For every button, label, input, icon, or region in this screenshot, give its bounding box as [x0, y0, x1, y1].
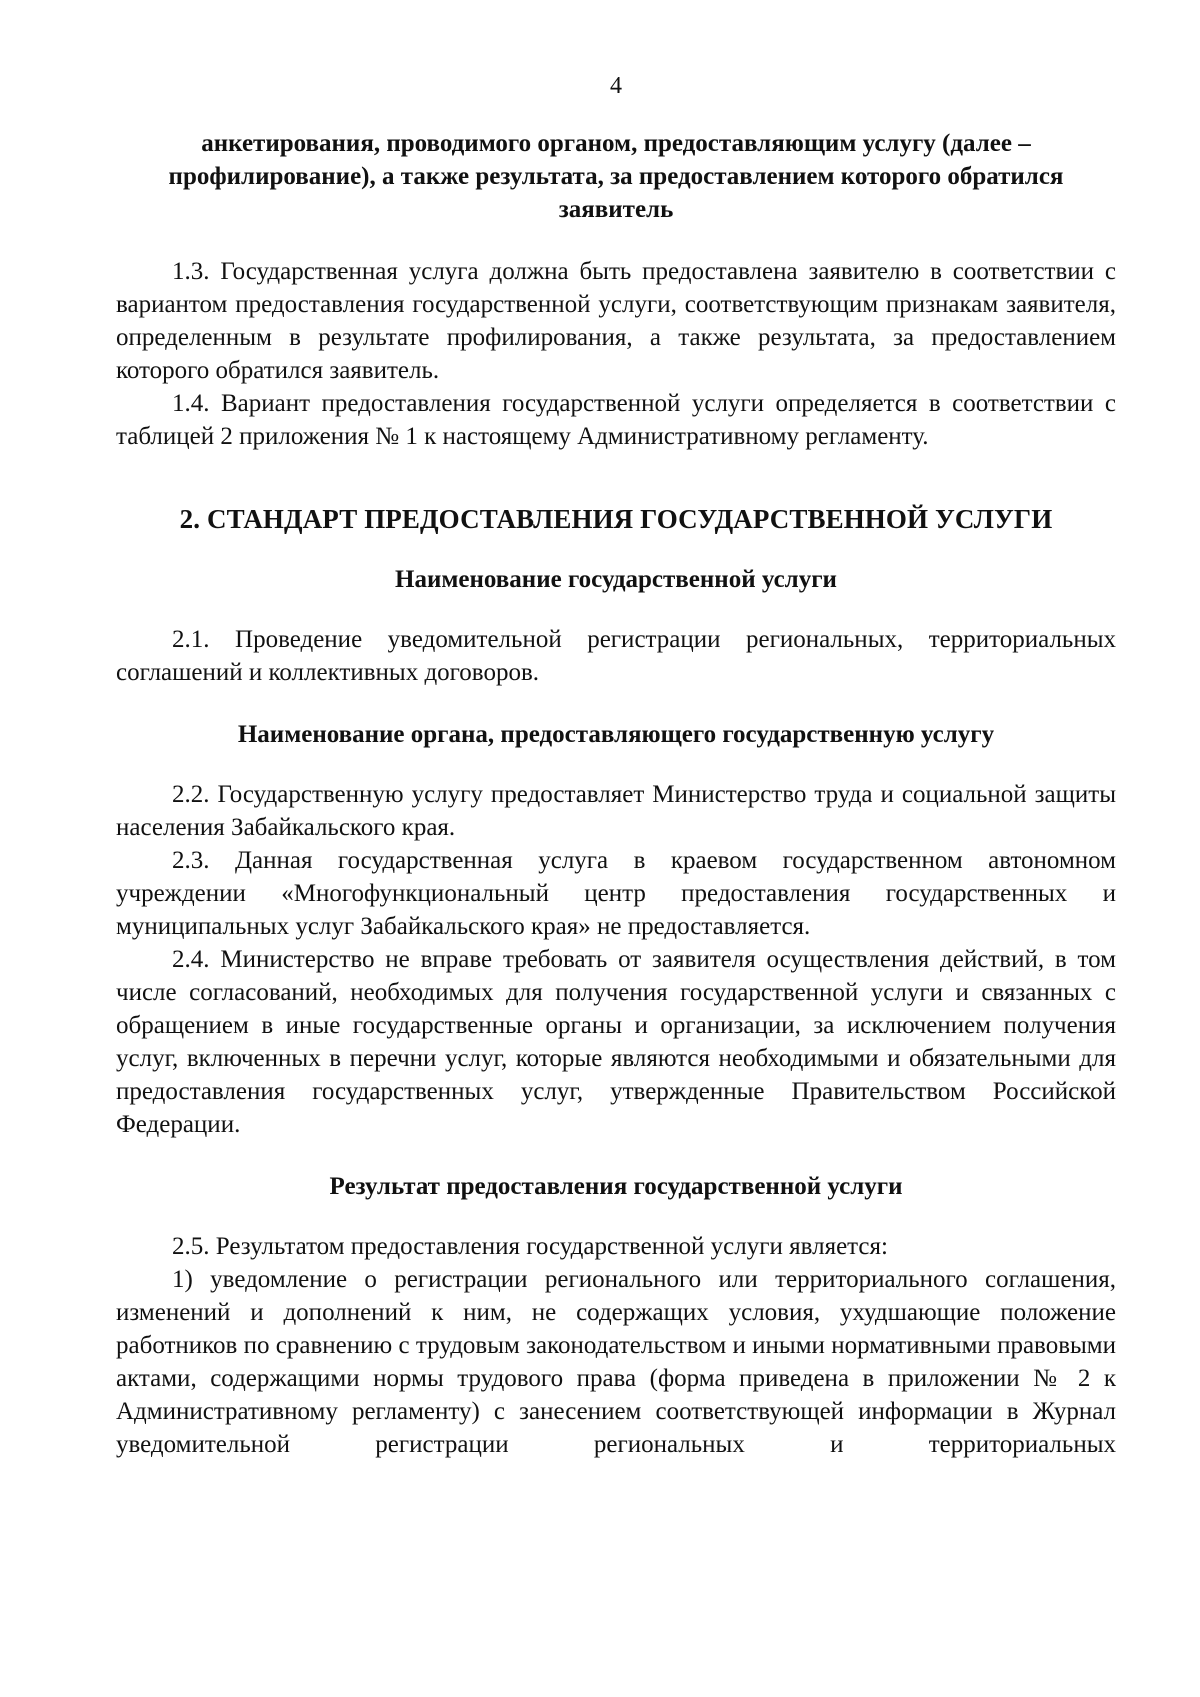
- paragraph-1-4: 1.4. Вариант предоставления государственной услуги определяется в соответствии с таблицей 2 приложения № 1 к настоящему Административному регламенту.: [116, 390, 1116, 450]
- heading-body-name: Наименование органа, предоставляющего государственную услугу: [237, 721, 995, 748]
- heading-result: Результат предоставления государственной услуги: [329, 1173, 903, 1200]
- paragraph-2-3: 2.3. Данная государственная услуга в краевом государственном автономном учреждении «Многофункциональный центр предоставления государственных и муниципальных услуг Забайкальского края» не предоставляется.: [116, 847, 1116, 940]
- heading-service-name: Наименование государственной услуги: [395, 566, 837, 593]
- paragraph-2-2: 2.2. Государственную услугу предоставляет Министерство труда и социальной защиты населения Забайкальского края.: [116, 781, 1116, 841]
- page-number: 4: [610, 73, 622, 99]
- paragraph-2-5: 2.5. Результатом предоставления государственной услуги является:: [172, 1233, 888, 1260]
- section-2-title: 2. СТАНДАРТ ПРЕДОСТАВЛЕНИЯ ГОСУДАРСТВЕННОЙ УСЛУГИ: [179, 504, 1053, 534]
- paragraph-1-3: 1.3. Государственная услуга должна быть предоставлена заявителю в соответствии с вариантом предоставления государственной услуги, соответствующим признакам заявителя, определенным в результате профилирования, а также результата, за предоставлением которого обратился заявитель.: [116, 258, 1116, 384]
- paragraph-2-1: 2.1. Проведение уведомительной регистрации региональных, территориальных соглашений и коллективных договоров.: [116, 626, 1116, 686]
- paragraph-2-5-item-1: 1) уведомление о регистрации регионального или территориального соглашения, изменений и дополнений к ним, не содержащих условия, ухудшающие положение работников по сравнению с трудовым законодательством и иными нормативными правовыми актами, содержащими нормы трудового права (форма приведена в приложении № 2 к Административному регламенту) с занесением соответствующей информации в Журнал уведомительной регистрации региональных и территориальных: [116, 1266, 1116, 1458]
- paragraph-2-4: 2.4. Министерство не вправе требовать от заявителя осуществления действий, в том числе согласований, необходимых для получения государственной услуги и связанных с обращением в иные государственные органы и организации, за исключением получения услуг, включенных в перечни услуг, которые являются необходимыми и обязательными для предоставления государственных услуг, утвержденные Правительством Российской Федерации.: [116, 946, 1116, 1138]
- continued-heading: анкетирования, проводимого органом, предоставляющим услугу (далее – профилирование), а также результата, за предоставлением которого обратился заявитель: [168, 130, 1064, 223]
